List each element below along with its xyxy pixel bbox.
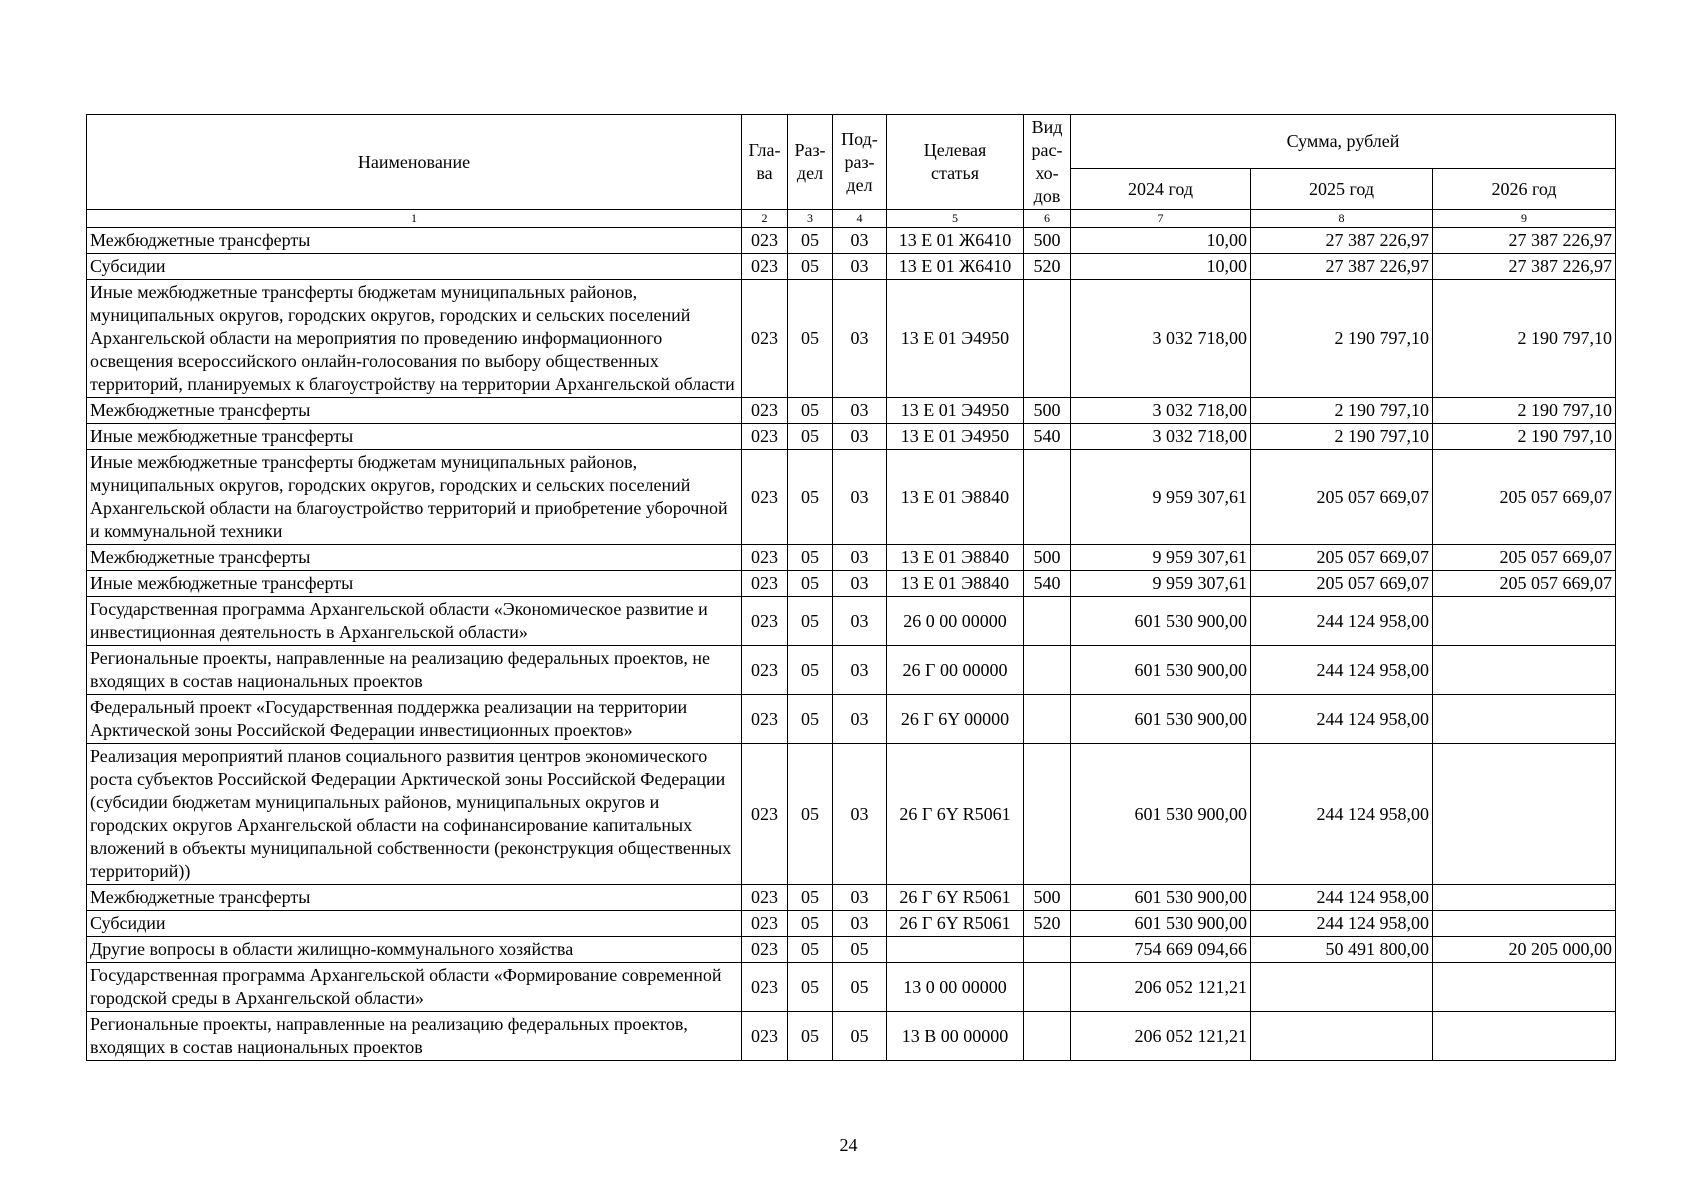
cell-name: Межбюджетные трансферты [87, 885, 742, 911]
cell-razdel: 05 [788, 280, 833, 398]
cell-article: 26 Г 6Y R5061 [887, 885, 1024, 911]
table-row [87, 450, 1616, 545]
col-number: 8 [1251, 210, 1433, 228]
table-row [87, 571, 1616, 597]
table-row [87, 1012, 1616, 1061]
cell-podrazdel: 03 [833, 398, 887, 424]
cell-podrazdel: 03 [833, 571, 887, 597]
cell-sum-2025: 2 190 797,10 [1251, 398, 1433, 424]
cell-podrazdel: 03 [833, 885, 887, 911]
cell-sum-2025: 205 057 669,07 [1251, 545, 1433, 571]
col-number: 1 [87, 210, 742, 228]
cell-glava: 023 [742, 695, 788, 744]
table-row [87, 398, 1616, 424]
cell-name: Межбюджетные трансферты [87, 545, 742, 571]
cell-sum-2025: 244 124 958,00 [1251, 646, 1433, 695]
table-row [87, 744, 1616, 885]
cell-razdel: 05 [788, 597, 833, 646]
cell-glava: 023 [742, 228, 788, 254]
cell-sum-2024: 3 032 718,00 [1071, 280, 1251, 398]
cell-sum-2024: 601 530 900,00 [1071, 744, 1251, 885]
cell-podrazdel: 03 [833, 646, 887, 695]
cell-name: Региональные проекты, направленные на реализацию федеральных проектов, входящих в состав национальных проектов [87, 1012, 742, 1061]
header-year-2025: 2025 год [1251, 169, 1433, 210]
cell-sum-2026: 205 057 669,07 [1433, 450, 1616, 545]
cell-sum-2025: 50 491 800,00 [1251, 937, 1433, 963]
cell-podrazdel: 03 [833, 545, 887, 571]
cell-sum-2026: 205 057 669,07 [1433, 545, 1616, 571]
cell-vid: 520 [1024, 911, 1071, 937]
header-year-2024: 2024 год [1071, 169, 1251, 210]
cell-glava: 023 [742, 885, 788, 911]
cell-name: Межбюджетные трансферты [87, 228, 742, 254]
header-article: Целевая статья [887, 115, 1024, 210]
cell-razdel: 05 [788, 228, 833, 254]
cell-glava: 023 [742, 280, 788, 398]
cell-sum-2024: 10,00 [1071, 254, 1251, 280]
cell-vid: 500 [1024, 545, 1071, 571]
cell-sum-2024: 601 530 900,00 [1071, 911, 1251, 937]
col-number: 5 [887, 210, 1024, 228]
cell-sum-2026: 205 057 669,07 [1433, 571, 1616, 597]
col-number: 7 [1071, 210, 1251, 228]
page-number: 24 [839, 1135, 858, 1155]
cell-name: Региональные проекты, направленные на реализацию федеральных проектов, не входящих в состав национальных проектов [87, 646, 742, 695]
cell-vid [1024, 937, 1071, 963]
cell-sum-2025: 244 124 958,00 [1251, 597, 1433, 646]
cell-podrazdel: 03 [833, 450, 887, 545]
cell-sum-2026: 2 190 797,10 [1433, 398, 1616, 424]
cell-sum-2024: 206 052 121,21 [1071, 1012, 1251, 1061]
cell-article: 13 Е 01 Э8840 [887, 571, 1024, 597]
cell-article: 26 Г 6Y R5061 [887, 911, 1024, 937]
cell-article: 13 Е 01 Э4950 [887, 424, 1024, 450]
cell-vid: 540 [1024, 424, 1071, 450]
col-number: 9 [1433, 210, 1616, 228]
cell-article: 13 В 00 00000 [887, 1012, 1024, 1061]
cell-podrazdel: 05 [833, 1012, 887, 1061]
cell-razdel: 05 [788, 695, 833, 744]
cell-sum-2026: 20 205 000,00 [1433, 937, 1616, 963]
cell-sum-2024: 754 669 094,66 [1071, 937, 1251, 963]
cell-sum-2025: 244 124 958,00 [1251, 911, 1433, 937]
cell-razdel: 05 [788, 571, 833, 597]
table-row [87, 424, 1616, 450]
cell-sum-2025: 2 190 797,10 [1251, 280, 1433, 398]
cell-podrazdel: 03 [833, 695, 887, 744]
col-number: 6 [1024, 210, 1071, 228]
cell-sum-2025: 244 124 958,00 [1251, 885, 1433, 911]
cell-vid: 540 [1024, 571, 1071, 597]
cell-sum-2026: 2 190 797,10 [1433, 280, 1616, 398]
cell-article: 13 Е 01 Э8840 [887, 450, 1024, 545]
cell-sum-2024: 601 530 900,00 [1071, 695, 1251, 744]
cell-sum-2026: 27 387 226,97 [1433, 254, 1616, 280]
cell-article: 26 0 00 00000 [887, 597, 1024, 646]
header-podrazdel: Под- раз- дел [833, 115, 887, 210]
cell-article: 13 0 00 00000 [887, 963, 1024, 1012]
cell-razdel: 05 [788, 450, 833, 545]
cell-glava: 023 [742, 963, 788, 1012]
cell-vid [1024, 744, 1071, 885]
cell-sum-2025: 27 387 226,97 [1251, 254, 1433, 280]
cell-razdel: 05 [788, 398, 833, 424]
cell-vid [1024, 280, 1071, 398]
cell-sum-2026: 2 190 797,10 [1433, 424, 1616, 450]
table-row [87, 911, 1616, 937]
cell-razdel: 05 [788, 885, 833, 911]
cell-glava: 023 [742, 424, 788, 450]
cell-razdel: 05 [788, 254, 833, 280]
cell-glava: 023 [742, 450, 788, 545]
cell-podrazdel: 03 [833, 424, 887, 450]
table-row [87, 545, 1616, 571]
cell-razdel: 05 [788, 545, 833, 571]
cell-article: 13 Е 01 Э4950 [887, 280, 1024, 398]
cell-razdel: 05 [788, 424, 833, 450]
table-row [87, 963, 1616, 1012]
cell-article: 13 Е 01 Ж6410 [887, 254, 1024, 280]
cell-article: 13 Е 01 Э8840 [887, 545, 1024, 571]
cell-vid [1024, 963, 1071, 1012]
table-row [87, 885, 1616, 911]
cell-article [887, 937, 1024, 963]
cell-podrazdel: 03 [833, 911, 887, 937]
cell-podrazdel: 03 [833, 254, 887, 280]
cell-glava: 023 [742, 744, 788, 885]
header-name: Наименование [87, 115, 742, 210]
cell-name: Государственная программа Архангельской области «Формирование современной городской среды в Архангельской области» [87, 963, 742, 1012]
cell-sum-2024: 3 032 718,00 [1071, 398, 1251, 424]
cell-sum-2025: 2 190 797,10 [1251, 424, 1433, 450]
cell-podrazdel: 05 [833, 937, 887, 963]
col-number: 4 [833, 210, 887, 228]
cell-sum-2025 [1251, 963, 1433, 1012]
cell-sum-2026 [1433, 911, 1616, 937]
cell-glava: 023 [742, 646, 788, 695]
cell-vid [1024, 695, 1071, 744]
cell-name: Субсидии [87, 911, 742, 937]
cell-razdel: 05 [788, 963, 833, 1012]
cell-razdel: 05 [788, 744, 833, 885]
cell-name: Иные межбюджетные трансферты [87, 424, 742, 450]
cell-sum-2025: 27 387 226,97 [1251, 228, 1433, 254]
cell-sum-2026 [1433, 885, 1616, 911]
cell-vid: 500 [1024, 885, 1071, 911]
cell-sum-2025: 244 124 958,00 [1251, 744, 1433, 885]
cell-name: Иные межбюджетные трансферты [87, 571, 742, 597]
table-row [87, 280, 1616, 398]
cell-sum-2024: 601 530 900,00 [1071, 885, 1251, 911]
cell-sum-2025: 205 057 669,07 [1251, 571, 1433, 597]
cell-sum-2025: 205 057 669,07 [1251, 450, 1433, 545]
cell-sum-2024: 10,00 [1071, 228, 1251, 254]
cell-article: 13 Е 01 Э4950 [887, 398, 1024, 424]
cell-name: Межбюджетные трансферты [87, 398, 742, 424]
cell-razdel: 05 [788, 911, 833, 937]
cell-sum-2026 [1433, 646, 1616, 695]
header-vid: Вид рас- хо- дов [1024, 115, 1071, 210]
cell-name: Иные межбюджетные трансферты бюджетам муниципальных районов, муниципальных округов, городских округов, городских и сельских поселений Архангельской области на благоустройство территорий и приобретение уборочной и коммунальной техники [87, 450, 742, 545]
header-razdel: Раз- дел [788, 115, 833, 210]
cell-glava: 023 [742, 911, 788, 937]
cell-vid [1024, 646, 1071, 695]
cell-sum-2024: 9 959 307,61 [1071, 571, 1251, 597]
cell-vid: 520 [1024, 254, 1071, 280]
cell-article: 13 Е 01 Ж6410 [887, 228, 1024, 254]
cell-razdel: 05 [788, 937, 833, 963]
table-row [87, 228, 1616, 254]
cell-sum-2026 [1433, 963, 1616, 1012]
cell-article: 26 Г 6Y R5061 [887, 744, 1024, 885]
cell-sum-2025: 244 124 958,00 [1251, 695, 1433, 744]
cell-vid [1024, 450, 1071, 545]
table-row [87, 695, 1616, 744]
cell-glava: 023 [742, 571, 788, 597]
cell-sum-2024: 3 032 718,00 [1071, 424, 1251, 450]
col-number: 2 [742, 210, 788, 228]
cell-sum-2024: 601 530 900,00 [1071, 646, 1251, 695]
cell-sum-2026 [1433, 695, 1616, 744]
cell-sum-2026: 27 387 226,97 [1433, 228, 1616, 254]
table-row [87, 937, 1616, 963]
cell-sum-2024: 601 530 900,00 [1071, 597, 1251, 646]
table-row [87, 646, 1616, 695]
cell-name: Реализация мероприятий планов социального развития центров экономического роста субъектов Российской Федерации Арктической зоны Российской Федерации (субсидии бюджетам муниципальных районов, муниципальных округов и городских округов Архангельской области на софинансирование капитальных вложений в объекты муниципальной собственности (реконструкция общественных территорий)) [87, 744, 742, 885]
cell-podrazdel: 03 [833, 744, 887, 885]
header-glava: Гла- ва [742, 115, 788, 210]
cell-sum-2024: 206 052 121,21 [1071, 963, 1251, 1012]
cell-glava: 023 [742, 597, 788, 646]
cell-vid [1024, 1012, 1071, 1061]
col-number: 3 [788, 210, 833, 228]
cell-name: Субсидии [87, 254, 742, 280]
header-year-2026: 2026 год [1433, 169, 1616, 210]
cell-vid: 500 [1024, 398, 1071, 424]
cell-glava: 023 [742, 1012, 788, 1061]
cell-name: Другие вопросы в области жилищно-коммунального хозяйства [87, 937, 742, 963]
cell-podrazdel: 03 [833, 280, 887, 398]
cell-sum-2026 [1433, 597, 1616, 646]
cell-razdel: 05 [788, 1012, 833, 1061]
cell-article: 26 Г 00 00000 [887, 646, 1024, 695]
cell-podrazdel: 03 [833, 228, 887, 254]
header-sum: Сумма, рублей [1071, 115, 1616, 169]
cell-name: Государственная программа Архангельской области «Экономическое развитие и инвестиционная деятельность в Архангельской области» [87, 597, 742, 646]
cell-podrazdel: 03 [833, 597, 887, 646]
cell-razdel: 05 [788, 646, 833, 695]
table-row [87, 597, 1616, 646]
cell-sum-2026 [1433, 744, 1616, 885]
cell-name: Федеральный проект «Государственная поддержка реализации на территории Арктической зоны Российской Федерации инвестиционных проектов» [87, 695, 742, 744]
cell-name: Иные межбюджетные трансферты бюджетам муниципальных районов, муниципальных округов, городских округов, городских и сельских поселений Архангельской области на мероприятия по проведению информационного освещения всероссийского онлайн-голосования по выбору общественных территорий, планируемых к благоустройству на территории Архангельской области [87, 280, 742, 398]
cell-sum-2025 [1251, 1012, 1433, 1061]
cell-glava: 023 [742, 398, 788, 424]
cell-sum-2024: 9 959 307,61 [1071, 450, 1251, 545]
cell-glava: 023 [742, 937, 788, 963]
table-body [87, 228, 1616, 1061]
cell-glava: 023 [742, 545, 788, 571]
cell-article: 26 Г 6Y 00000 [887, 695, 1024, 744]
cell-podrazdel: 05 [833, 963, 887, 1012]
cell-sum-2026 [1433, 1012, 1616, 1061]
cell-vid [1024, 597, 1071, 646]
table-row [87, 254, 1616, 280]
cell-vid: 500 [1024, 228, 1071, 254]
cell-glava: 023 [742, 254, 788, 280]
budget-table [86, 114, 1616, 1061]
cell-sum-2024: 9 959 307,61 [1071, 545, 1251, 571]
